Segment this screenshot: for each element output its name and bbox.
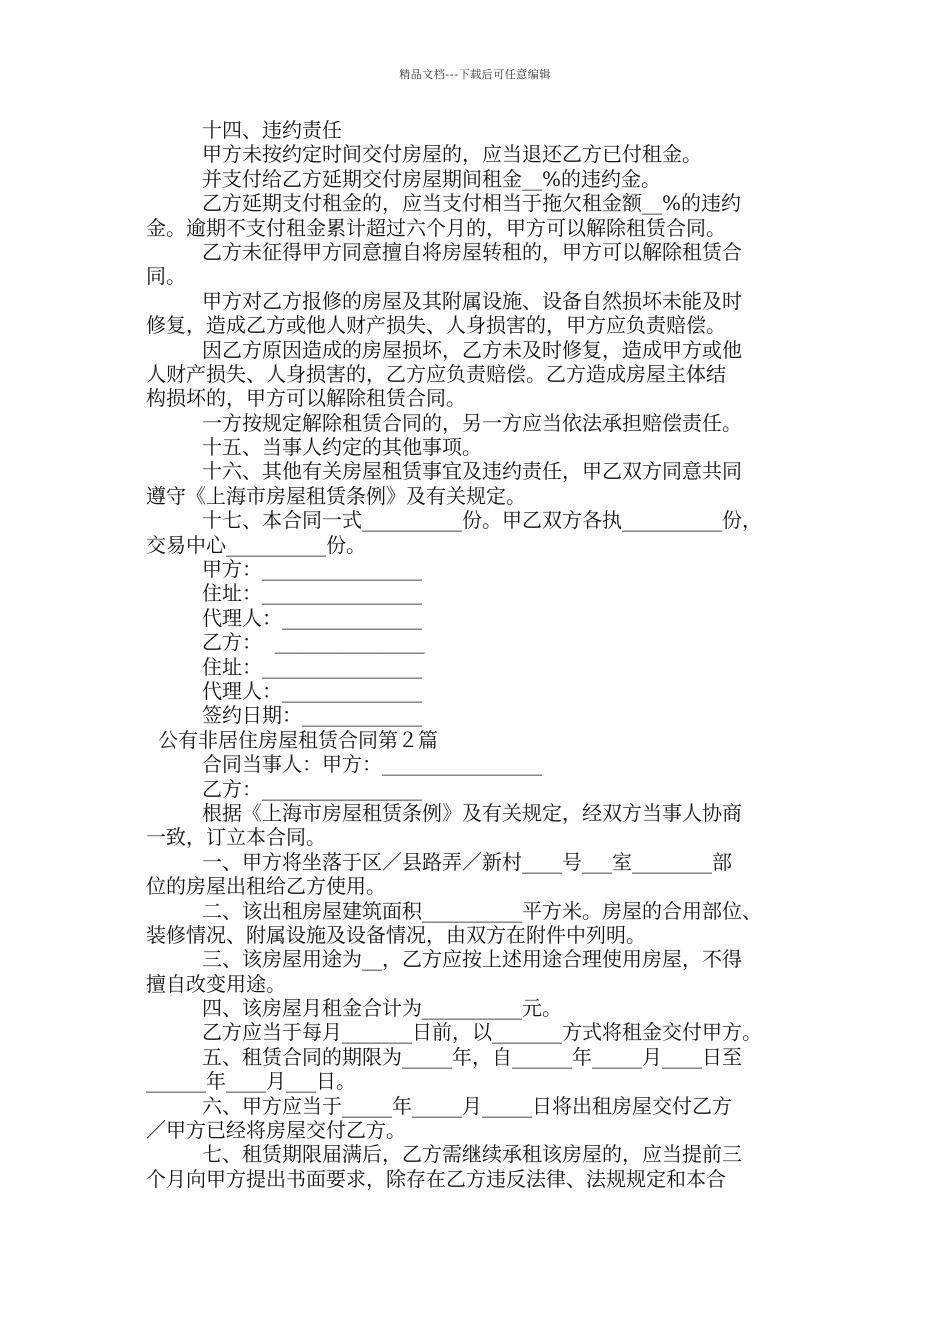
text-line: 甲方对乙方报修的房屋及其附属设施、设备自然损坏未能及时 [202,288,742,313]
text-line: 擅自改变用途。 [146,971,286,996]
text-line: 住址：________________ [202,654,422,679]
text-line: 并支付给乙方延期交付房屋期间租金__%的违约金。 [202,166,662,191]
text-line: 位的房屋出租给乙方使用。 [146,874,386,899]
text-line: 人财产损失、人身损害的，乙方应负责赔偿。乙方造成房屋主体结 [146,361,726,386]
text-line: 交易中心__________份。 [146,532,366,557]
text-line: 四、该房屋月租金合计为__________元。 [202,996,562,1021]
text-line: 个月向甲方提出书面要求，除存在乙方违反法律、法规规定和本合 [146,1166,726,1191]
text-line: 五、租赁合同的期限为_____年，自______年_____月____日至 [202,1044,742,1069]
text-line: 住址：________________ [202,581,422,606]
text-line: 二、该出租房屋建筑面积__________平方米。房屋的合用部位、 [202,898,762,923]
text-line: 金。逾期不支付租金累计超过六个月的，甲方可以解除租赁合同。 [146,215,726,240]
text-line: 构损坏的，甲方可以解除租赁合同。 [146,386,466,411]
text-line: 十七、本合同一式__________份。甲乙双方各执__________份， [202,508,762,533]
text-line: 乙方延期支付租金的，应当支付相当于拖欠租金额__%的违约 [202,191,742,216]
text-line: 一致，订立本合同。 [146,825,326,850]
text-line: 六、甲方应当于_____年_____月_____日将出租房屋交付乙方 [202,1093,732,1118]
text-line: 同。 [146,264,186,289]
text-line: 装修情况、附属设施及设备情况，由双方在附件中列明。 [146,922,646,947]
text-line: 乙方未征得甲方同意擅自将房屋转租的，甲方可以解除租赁合 [202,239,742,264]
text-line: 十六、其他有关房屋租赁事宜及违约责任，甲乙双方同意共同 [202,459,742,484]
text-line: 三、该房屋用途为__，乙方应按上述用途合理使用房屋，不得 [202,947,742,972]
document-body [146,118,826,1191]
text-line: 一、甲方将坐落于区／县路弄／新村____号___室________部 [202,849,732,874]
text-line: 签约日期：____________ [202,703,422,728]
text-line: 甲方：________________ [202,557,422,582]
text-line: ／甲方已经将房屋交付乙方。 [146,1118,406,1143]
text-line: 因乙方原因造成的房屋损坏，乙方未及时修复，造成甲方或他 [202,337,742,362]
text-line: 代理人：______________ [202,605,422,630]
section-title: 公有非居住房屋租赁合同第２篇 [158,727,438,752]
page-header: 精品文档---下载后可任意编辑 [399,68,551,81]
text-line: 根据《上海市房屋租赁条例》及有关规定，经双方当事人协商 [202,800,742,825]
text-line: 一方按规定解除租赁合同的，另一方应当依法承担赔偿责任。 [202,410,742,435]
text-line: 遵守《上海市房屋租赁条例》及有关规定。 [146,483,526,508]
text-line: 甲方未按约定时间交付房屋的，应当退还乙方已付租金。 [202,142,702,167]
text-line: 乙方：________________ [202,776,422,801]
text-line: ______年____月___日。 [146,1069,356,1094]
text-line: 修复，造成乙方或他人财产损失、人身损害的，甲方应负责赔偿。 [146,313,726,338]
text-line: 十四、违约责任 [202,118,342,142]
text-line: 十五、当事人约定的其他事项。 [202,435,482,460]
text-line: 乙方： _______________ [202,630,425,655]
text-line: 乙方应当于每月_______日前，以_______方式将租金交付甲方。 [202,1020,762,1045]
text-line: 合同当事人：甲方：________________ [202,752,542,777]
text-line: 代理人：______________ [202,678,422,703]
text-line: 七、租赁期限届满后，乙方需继续承租该房屋的，应当提前三 [202,1142,742,1167]
